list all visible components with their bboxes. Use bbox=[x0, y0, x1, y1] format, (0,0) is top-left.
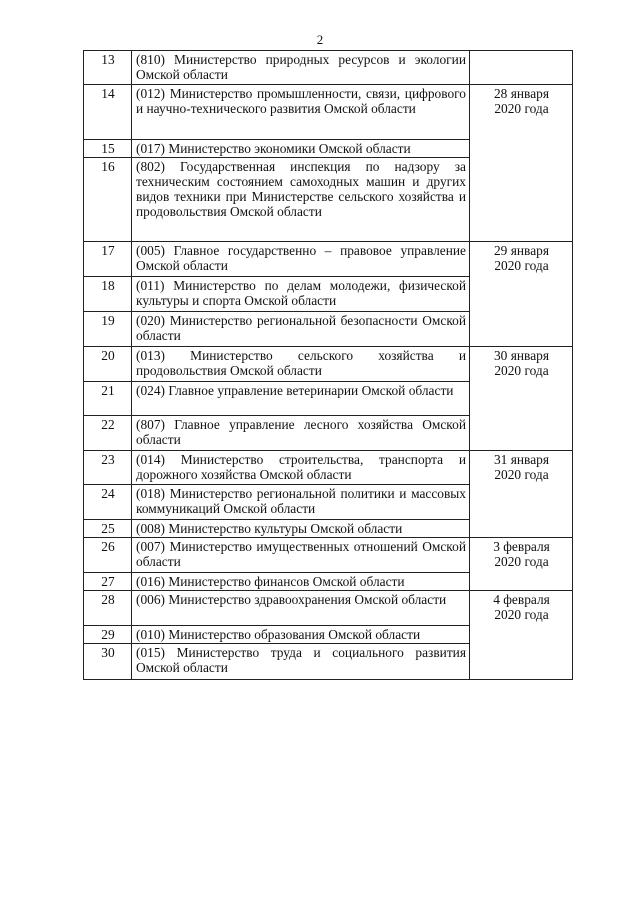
table-row bbox=[84, 451, 573, 485]
table-row bbox=[84, 85, 573, 140]
date-year: 2020 года bbox=[494, 607, 549, 622]
date-day: 30 января bbox=[493, 348, 549, 363]
page-number: 2 bbox=[316, 32, 324, 47]
row-number: 26 bbox=[84, 538, 132, 573]
ministry-cell: (014) Министерство строительства, транспорта и дорожного хозяйства Омской области bbox=[132, 451, 470, 485]
ministry-cell: (015) Министерство труда и социального развития Омской области bbox=[132, 644, 470, 680]
date-cell bbox=[470, 242, 573, 347]
row-number: 22 bbox=[84, 416, 132, 451]
ministry-cell: (807) Главное управление лесного хозяйства Омской области bbox=[132, 416, 470, 451]
row-number: 19 bbox=[84, 312, 132, 347]
ministry-cell: (006) Министерство здравоохранения Омской области bbox=[132, 591, 470, 626]
row-number: 24 bbox=[84, 485, 132, 520]
row-number: 23 bbox=[84, 451, 132, 485]
table-row bbox=[84, 347, 573, 382]
table-row bbox=[84, 538, 573, 573]
ministry-cell: (016) Министерство финансов Омской области bbox=[132, 573, 470, 591]
date-year: 2020 года bbox=[494, 101, 549, 116]
date-day: 28 января bbox=[493, 86, 549, 101]
ministry-cell: (810) Министерство природных ресурсов и экологии Омской области bbox=[132, 51, 470, 85]
date-cell-empty bbox=[470, 51, 573, 85]
date-cell bbox=[470, 538, 573, 591]
schedule-table bbox=[83, 50, 573, 680]
row-number: 13 bbox=[84, 51, 132, 85]
table-row bbox=[84, 51, 573, 85]
ministry-cell: (017) Министерство экономики Омской области bbox=[132, 140, 470, 158]
ministry-cell: (005) Главное государственно – правовое управление Омской области bbox=[132, 242, 470, 277]
ministry-cell: (802) Государственная инспекция по надзору за техническим состоянием самоходных машин и других видов техники при Министерстве сельского хозяйства и продовольствия Омской области bbox=[132, 158, 470, 242]
date-year: 2020 года bbox=[494, 467, 549, 482]
ministry-cell: (024) Главное управление ветеринарии Омской области bbox=[132, 382, 470, 416]
row-number: 30 bbox=[84, 644, 132, 680]
date-day: 3 февраля bbox=[493, 539, 550, 554]
ministry-cell: (011) Министерство по делам молодежи, физической культуры и спорта Омской области bbox=[132, 277, 470, 312]
ministry-cell: (007) Министерство имущественных отношений Омской области bbox=[132, 538, 470, 573]
date-cell bbox=[470, 451, 573, 538]
row-number: 15 bbox=[84, 140, 132, 158]
row-number: 16 bbox=[84, 158, 132, 242]
row-number: 27 bbox=[84, 573, 132, 591]
date-day: 29 января bbox=[493, 243, 549, 258]
date-day: 4 февраля bbox=[493, 592, 550, 607]
date-day: 31 января bbox=[493, 452, 549, 467]
ministry-cell: (012) Министерство промышленности, связи, цифрового и научно-технического развития Омской области bbox=[132, 85, 470, 140]
table-row bbox=[84, 242, 573, 277]
row-number: 20 bbox=[84, 347, 132, 382]
date-year: 2020 года bbox=[494, 363, 549, 378]
row-number: 21 bbox=[84, 382, 132, 416]
row-number: 28 bbox=[84, 591, 132, 626]
ministry-cell: (018) Министерство региональной политики и массовых коммуникаций Омской области bbox=[132, 485, 470, 520]
date-cell bbox=[470, 347, 573, 451]
ministry-cell: (008) Министерство культуры Омской области bbox=[132, 520, 470, 538]
date-cell bbox=[470, 85, 573, 242]
row-number: 29 bbox=[84, 626, 132, 644]
table-row bbox=[84, 591, 573, 626]
row-number: 18 bbox=[84, 277, 132, 312]
date-year: 2020 года bbox=[494, 258, 549, 273]
ministry-cell: (020) Министерство региональной безопасности Омской области bbox=[132, 312, 470, 347]
row-number: 14 bbox=[84, 85, 132, 140]
date-cell bbox=[470, 591, 573, 680]
ministry-cell: (013) Министерство сельского хозяйства и продовольствия Омской области bbox=[132, 347, 470, 382]
ministry-cell: (010) Министерство образования Омской области bbox=[132, 626, 470, 644]
row-number: 17 bbox=[84, 242, 132, 277]
row-number: 25 bbox=[84, 520, 132, 538]
date-year: 2020 года bbox=[494, 554, 549, 569]
